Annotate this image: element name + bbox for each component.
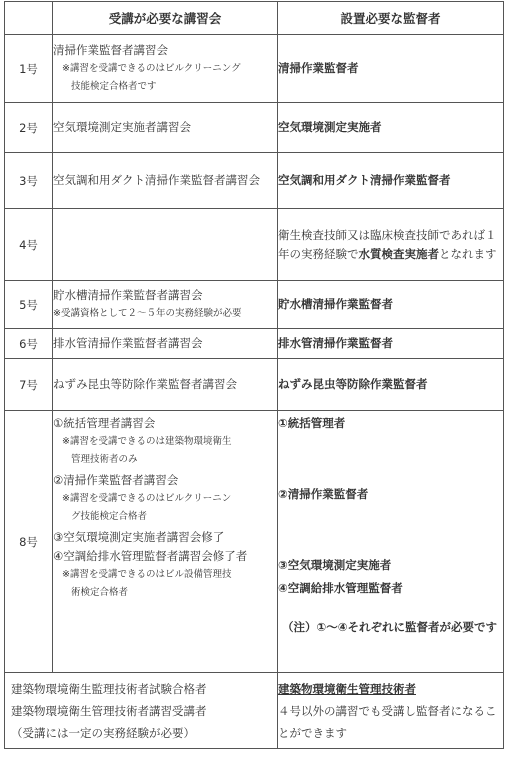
- course-cell: [53, 281, 278, 329]
- supervisor-text: 衛生検査技師又は臨床検査技師であれば１年の実務経験で: [278, 227, 497, 261]
- course-note: ※受講資格として２〜５年の実務経験が必要: [53, 308, 242, 319]
- supervisor-item: ①統括管理者: [278, 416, 346, 430]
- course-note: ※講習を受講できるのは建築物環境衛生: [62, 436, 232, 447]
- header-supervisor: 設置必要な監督者: [278, 2, 504, 35]
- course-note: ※講習を受講できるのはビルクリーニン: [62, 493, 232, 504]
- supervisor-item: ③空気環境測定実施者: [278, 558, 392, 572]
- header-course: 受講が必要な講習会: [53, 2, 278, 35]
- row-number: 6号: [5, 329, 53, 359]
- course-name: ④空調給排水管理監督者講習会修了者: [53, 549, 248, 563]
- table-row: [5, 103, 504, 153]
- supervisor-cell: 清掃作業監督者: [278, 35, 504, 103]
- supervisor-cell: 空気環境測定実施者: [278, 103, 504, 153]
- table-row: [5, 411, 504, 673]
- course-name: ねずみ昆虫等防除作業監督者講習会: [53, 359, 278, 411]
- course-name: 空気調和用ダクト清掃作業監督者講習会: [53, 153, 278, 209]
- row-number: 1号: [5, 35, 53, 103]
- qualification-cell: [5, 673, 278, 749]
- course-name: ①統括管理者講習会: [53, 416, 156, 430]
- supervisor-cell: [278, 673, 504, 749]
- table-row: [5, 329, 504, 359]
- course-cell: [53, 35, 278, 103]
- qualification-line: 建築物環境衛生管理技術者講習受講者: [11, 703, 207, 718]
- supervisor-item: ②清掃作業監督者: [278, 487, 369, 501]
- table-row: [5, 281, 504, 329]
- course-note: グ技能検定合格者: [71, 511, 148, 522]
- course-note: 技能検定合格者です: [71, 81, 157, 92]
- supervisor-cell: ねずみ昆虫等防除作業監督者: [278, 359, 504, 411]
- table-row: [5, 673, 504, 749]
- table-row: [5, 359, 504, 411]
- row-number: 2号: [5, 103, 53, 153]
- supervisor-cell: [278, 209, 504, 281]
- course-name: ②清掃作業監督者講習会: [53, 473, 179, 487]
- course-note: 管理技術者のみ: [71, 454, 138, 465]
- supervisor-text: となれます: [439, 246, 497, 261]
- course-note: ※講習を受講できるのはビルクリーニング: [62, 63, 241, 74]
- supervisor-cell: 排水管清掃作業監督者: [278, 329, 504, 359]
- header-row: [5, 2, 504, 35]
- supervisor-cell: 空気調和用ダクト清掃作業監督者: [278, 153, 504, 209]
- course-name: [53, 209, 278, 281]
- row-number: 4号: [5, 209, 53, 281]
- row-number: 8号: [5, 411, 53, 673]
- qualification-table: [4, 1, 504, 749]
- table-row: [5, 35, 504, 103]
- course-note: ※講習を受講できるのはビル設備管理技: [62, 569, 232, 580]
- course-name: 貯水槽清掃作業監督者講習会: [53, 288, 203, 302]
- row8-footnote: （注）①〜④それぞれに監督者が必要です: [282, 620, 497, 634]
- supervisor-item: ④空調給排水管理監督者: [278, 581, 403, 595]
- row-number: 5号: [5, 281, 53, 329]
- course-name: 排水管清掃作業監督者講習会: [53, 329, 278, 359]
- table-row: [5, 153, 504, 209]
- course-name: 清掃作業監督者講習会: [53, 43, 168, 57]
- supervisor-cell: [278, 411, 504, 673]
- table-row: [5, 209, 504, 281]
- qualification-line: 建築物環境衛生監理技術者試験合格者: [11, 681, 207, 696]
- course-note: 術検定合格者: [71, 587, 129, 598]
- course-cell: [53, 411, 278, 673]
- row-number: 7号: [5, 359, 53, 411]
- row-number: 3号: [5, 153, 53, 209]
- supervisor-emphasis: 水質検査実施者: [358, 246, 439, 261]
- supervisor-title: 建築物環境衛生管理技術者: [278, 681, 416, 696]
- header-number-cell: [5, 2, 53, 35]
- qualification-line: （受講には一定の実務経験が必要）: [11, 725, 195, 740]
- course-name: 空気環境測定実施者講習会: [53, 103, 278, 153]
- supervisor-text: ４号以外の講習でも受講し監督者になることができます: [278, 703, 497, 740]
- supervisor-cell: 貯水槽清掃作業監督者: [278, 281, 504, 329]
- course-name: ③空気環境測定実施者講習会修了: [53, 530, 225, 544]
